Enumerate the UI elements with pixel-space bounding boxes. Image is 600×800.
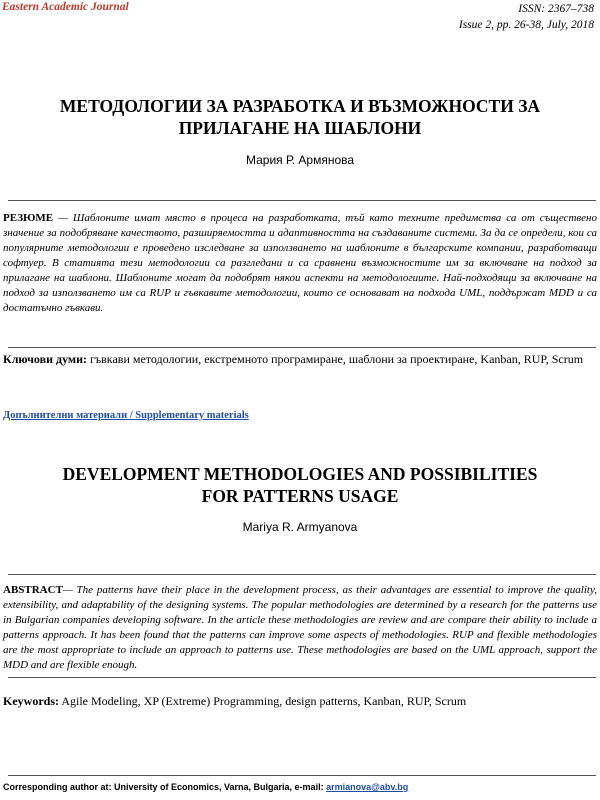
issue-pages: Issue 2, pp. 26-38, July, 2018 [458, 19, 594, 31]
author-email-link[interactable]: armianova@abv.bg [326, 782, 409, 792]
en-abstract [3, 583, 597, 673]
divider [8, 677, 596, 678]
divider [8, 200, 596, 201]
bg-keywords-label: Ключови думи: [3, 352, 88, 366]
corresponding-author [3, 782, 408, 792]
bg-keywords-text: гъвкави методологии, екстремното програмиране, шаблони за проектиране, Kanban, RUP, Scrum [87, 352, 584, 366]
bg-title-line1: МЕТОДОЛОГИИ ЗА РАЗРАБОТКА И ВЪЗМОЖНОСТИ ЗА [59, 96, 541, 116]
en-keywords-label: Keywords: [3, 694, 59, 708]
bg-title-line2: ПРИЛАГАНЕ НА ШАБЛОНИ [178, 118, 422, 138]
issn: ISSN: 2367–738 [518, 3, 594, 15]
en-abstract-text: — The patterns have their place in the development process, as their advantages are essential to improve the quality, extensibility, and adaptability of the designing systems. The popular methodologies are determined by a research for the patterns use in Bulgarian companies developing software. In the article these methodologies are review and are compare their ability to include a patterns approach. It has been found that the patterns can improve some aspects of methodologies. RUP and flexible methodologies are the most appropriate to include an approach to patterns use. These methodologies are based on the UML approach, support the MDD and are flexible enough. [3, 584, 597, 671]
bg-author: Мария Р. Армянова [245, 153, 355, 167]
en-title [0, 463, 600, 507]
bg-abstract-text: — Шаблоните имат място в процеса на разработката, тъй като техните предимства са от съществено значение за подобряване качеството, разширяемостта и адаптивността на създаваните системи. За да се определи, кои са популярните методологии е проведено изследване за използването на шаблоните в българските компании, разработващи софтуер. В статията тези методологии са разгледани и са сравнени възможностите им за включване на подход за прилагане на шаблони. Шаблоните могат да подобрят някои аспекти на методологиите. Най-подходящи за включване на подход за използването им са RUP и гъвкавите методологии, които се основават на подхода UML, поддържат MDD и са достатъчно гъвкави. [3, 212, 597, 314]
divider [8, 574, 596, 575]
divider [8, 347, 596, 348]
bg-abstract [3, 211, 597, 316]
bg-title [0, 95, 600, 139]
en-title-line1: DEVELOPMENT METHODOLOGIES AND POSSIBILITIES [62, 464, 538, 484]
journal-name: Eastern Academic Journal [2, 1, 129, 13]
supplementary-link[interactable] [3, 410, 249, 421]
en-title-line2: FOR PATTERNS USAGE [201, 486, 399, 506]
en-author: Mariya R. Armyanova [242, 520, 358, 534]
bg-abstract-label: РЕЗЮМЕ [3, 212, 54, 224]
footer-text: Corresponding author at: University of Economics, Varna, Bulgaria, e-mail: [3, 782, 327, 792]
supplementary-bg-label[interactable]: Допълнителни материали [3, 410, 128, 421]
en-keywords-text: Agile Modeling, XP (Extreme) Programming, design patterns, Kanban, RUP, Scrum [59, 694, 467, 708]
en-keywords [3, 693, 597, 709]
journal-issue-info [459, 1, 594, 33]
divider [8, 775, 596, 776]
supplementary-separator: / [127, 410, 136, 421]
bg-keywords [3, 351, 597, 367]
supplementary-en-label[interactable]: Supplementary materials [135, 410, 249, 421]
en-abstract-label: ABSTRACT [3, 584, 63, 596]
